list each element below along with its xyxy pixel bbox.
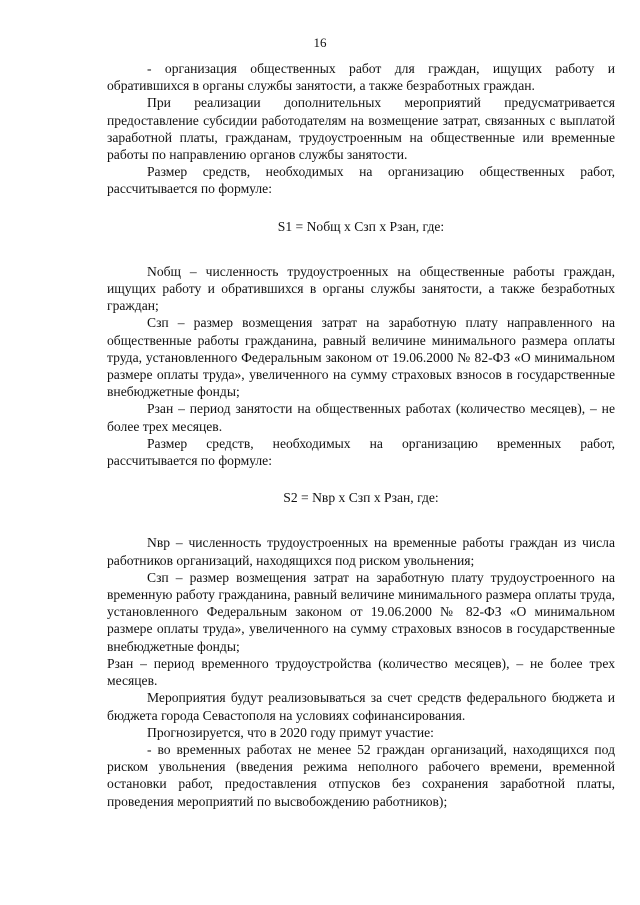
definition-n-vr: Nвр – численность трудоустроенных на временные работы граждан из числа работников организаций, находящихся под риском увольнения; xyxy=(107,535,615,568)
definition-rzan-temporary: Рзан – период временного трудоустройства (количество месяцев), – не более трех месяцев. xyxy=(107,655,615,689)
formula-s2: S2 = Nвр х Сзп х Рзан, где: xyxy=(283,490,439,506)
formula-s1: S1 = Nобщ х Сзп х Рзан, где: xyxy=(277,218,445,234)
paragraph-forecast: Прогнозируется, что в 2020 году примут участие: xyxy=(147,724,434,740)
paragraph-public-works-item: - организация общественных работ для граждан, ищущих работу и обратившихся в органы службы занятости, а также безработных граждан. xyxy=(107,61,615,94)
definition-szp-public: Сзп – размер возмещения затрат на заработную плату направленного на общественные работы гражданина, равный величине минимального размера оплаты труда, установленного Федеральным законом от 19.06.2000 № 82-ФЗ «О минимальном размере оплаты труда», увеличенного на сумму страховых взносов в государственные внебюджетные фонды; xyxy=(107,315,615,400)
definition-szp-temporary: Сзп – размер возмещения затрат на заработную плату трудоустроенного на временную работу гражданина, равный величине минимального размера оплаты труда, установленного Федеральным законом от 19.06.2000 № 82-ФЗ «О минимальном размере оплаты труда», увеличенного на сумму страховых взносов в государственные внебюджетные фонды; xyxy=(107,569,615,654)
paragraph-temporary-works-cost: Размер средств, необходимых на организацию временных работ, рассчитывается по формуле: xyxy=(107,435,615,469)
definition-n-obshch: Nобщ – численность трудоустроенных на общественные работы граждан, ищущих работу и обратившихся в органы службы занятости, а также безработных граждан; xyxy=(107,263,615,314)
definition-rzan-public: Рзан – период занятости на общественных работах (количество месяцев), – не более трех месяцев. xyxy=(107,401,615,434)
paragraph-funding: Мероприятия будут реализовываться за счет средств федерального бюджета и бюджета города Севастополя на условиях софинансирования. xyxy=(107,690,615,723)
paragraph-subsidy: При реализации дополнительных мероприятий предусматривается предоставление субсидии работодателям на возмещение затрат, связанных с выплатой заработной платы, гражданам, трудоустроенным на общественные или временные работы по направлению органов службы занятости. xyxy=(107,95,615,163)
paragraph-public-works-cost: Размер средств, необходимых на организацию общественных работ, рассчитывается по формуле: xyxy=(107,164,615,197)
page-number: 16 xyxy=(313,35,327,50)
list-item-temporary-works: - во временных работах не менее 52 граждан организаций, находящихся под риском увольнения (введения режима неполного рабочего времени, временной остановки работ, предоставления отпусков без сохранения заработной платы, проведения мероприятий по высвобождению работников); xyxy=(107,741,615,809)
document-body xyxy=(107,60,615,810)
